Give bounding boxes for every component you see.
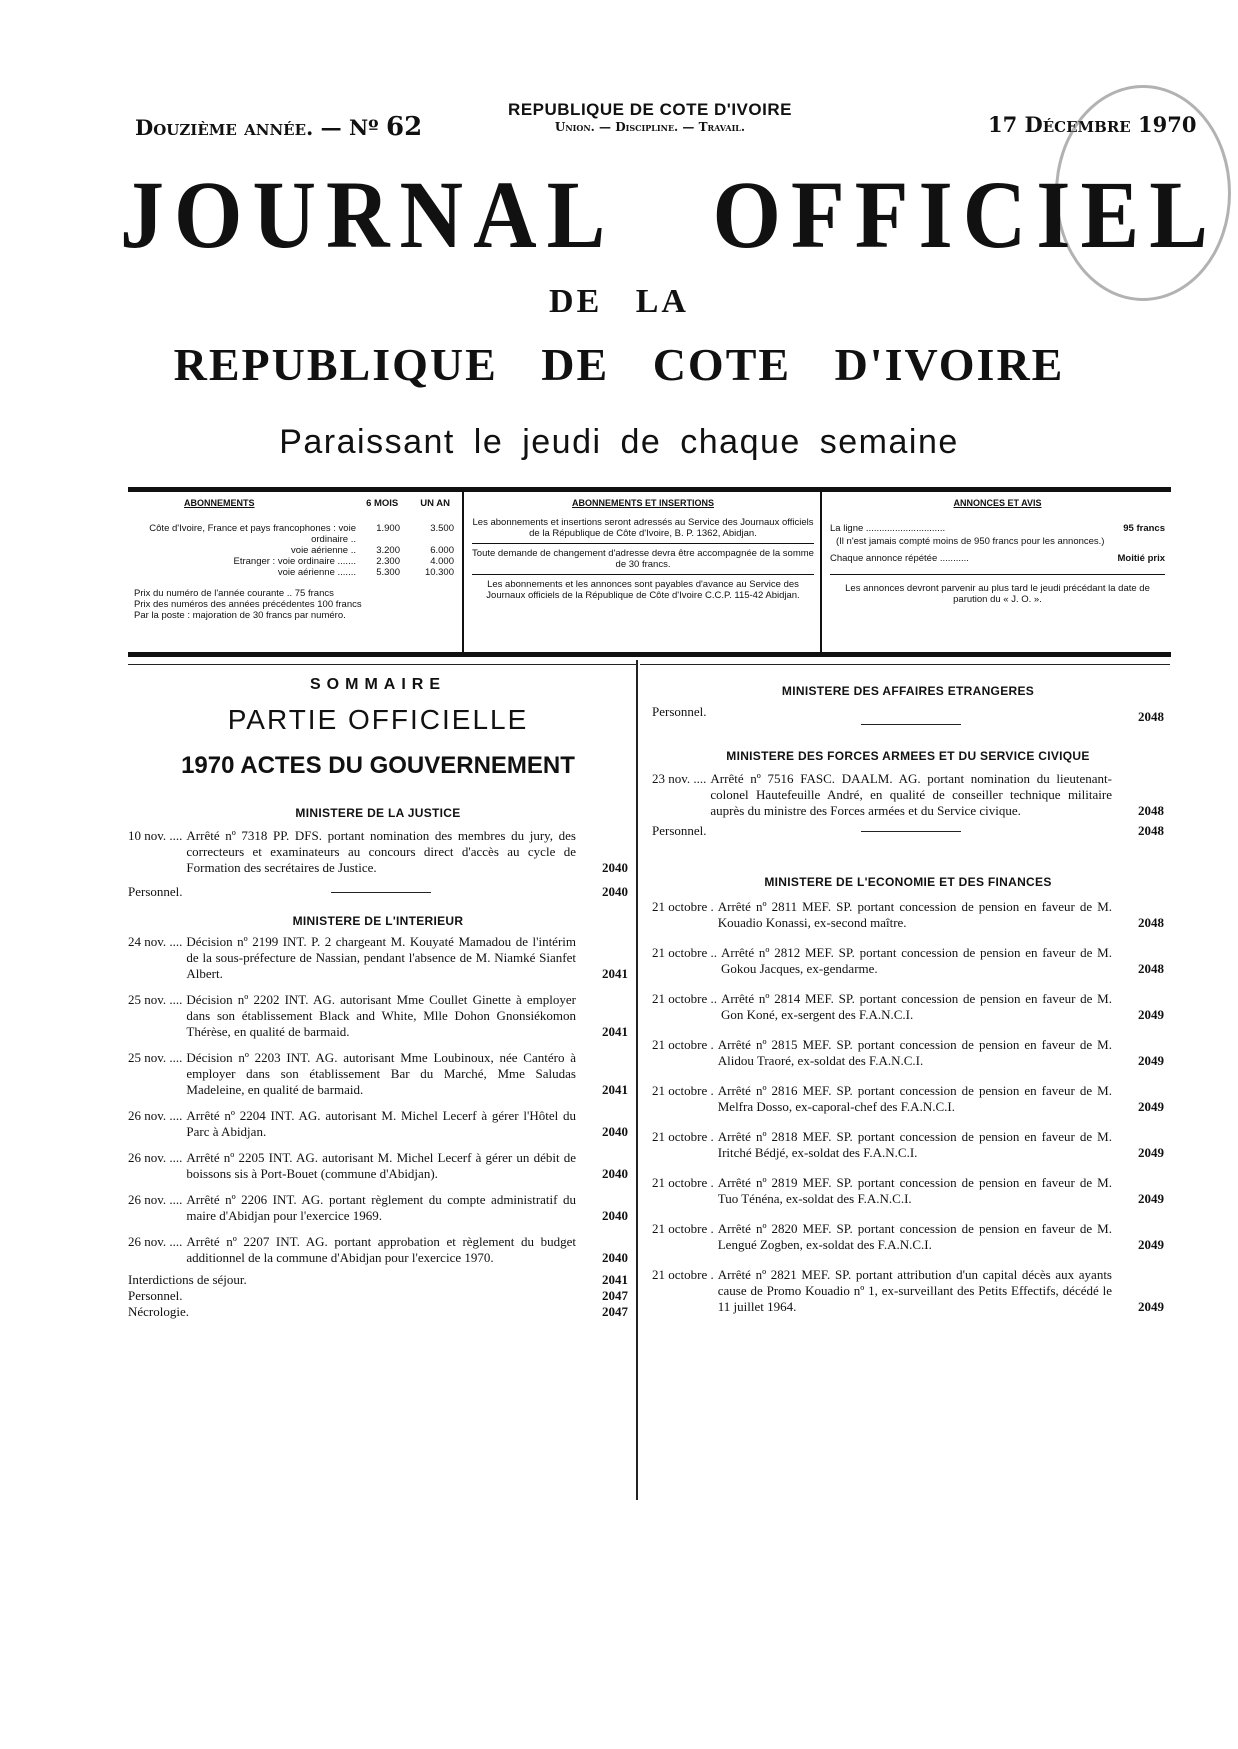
list-item: Personnel. 2048	[652, 704, 1164, 724]
republic-motto: Union. — Discipline. — Travail.	[554, 120, 746, 134]
actes-title: ACTES DU GOUVERNEMENT	[240, 752, 575, 779]
price-line: Prix des numéros des années précédentes 100 francs	[134, 599, 362, 610]
list-item: 25 nov. .... Décision nº 2203 INT. AG. autorisant Mme Loubinoux, née Cantéro à employer dans son établissement Bar du Marché, Mme Saludas Madeleine, en qualité de barmaid. 2041	[128, 1050, 628, 1097]
foreign-affairs-entries	[652, 704, 1164, 725]
list-item: 26 nov. .... Arrêté nº 2205 INT. AG. autorisant M. Michel Lecerf à gérer un débit de boissons sis à Port-Bouet (commune d'Abidjan). 2040	[128, 1150, 628, 1181]
list-item: 26 nov. .... Arrêté nº 2204 INT. AG. autorisant M. Michel Lecerf à gérer l'Hôtel du Parc à Abidjan. 2040	[128, 1108, 628, 1139]
section-heading: MINISTERE DE L'INTERIEUR	[292, 914, 464, 928]
list-item: 21 octobre .. Arrêté nº 2812 MEF. SP. portant concession de pension en faveur de M. Gokou Jacques, ex-gendarme. 2048	[652, 945, 1164, 976]
section-heading: MINISTERE DES FORCES ARMEES ET DU SERVICE CIVIQUE	[726, 749, 1090, 763]
left-column	[128, 676, 628, 1320]
section-heading: MINISTERE DE LA JUSTICE	[295, 806, 461, 820]
journal-title: JOURNAL OFFICIEL	[120, 162, 1218, 269]
year-label: Douzième année.	[135, 115, 314, 140]
republic-title: REPUBLIQUE DE COTE D'IVOIRE	[173, 339, 1065, 390]
list-item: Personnel. 2040	[128, 884, 628, 899]
section-heading: MINISTERE DE L'ECONOMIE ET DES FINANCES	[764, 875, 1052, 889]
deadline-note: Les annonces devront parvenir au plus tard le jeudi précédant la date de parution du « J. O. ».	[845, 583, 1150, 605]
republic-header	[470, 100, 830, 134]
insertions-column	[466, 492, 822, 652]
line-label: La ligne ..............................	[830, 523, 946, 534]
issue-prices	[134, 588, 456, 621]
list-item: 21 octobre .. Arrêté nº 2814 MEF. SP. portant concession de pension en faveur de M. Gon Koné, ex-sergent des F.A.N.C.I. 2049	[652, 991, 1164, 1022]
announcements-heading: ANNONCES ET AVIS	[953, 498, 1042, 508]
list-item: 21 octobre . Arrêté nº 2811 MEF. SP. portant concession de pension en faveur de M. Kouadio Konassi, ex-second maître. 2048	[652, 899, 1164, 930]
de-la: DE LA	[549, 283, 689, 320]
subscription-box	[128, 487, 1171, 657]
list-item: 21 octobre . Arrêté nº 2815 MEF. SP. portant concession de pension en faveur de M. Alidou Traoré, ex-soldat des F.A.N.C.I. 2049	[652, 1037, 1164, 1068]
list-item: Nécrologie. 2047	[128, 1304, 628, 1319]
list-item: 23 nov. .... Arrêté nº 7516 FASC. DAALM. AG. portant nomination du lieutenant-colonel Hautefeuille André, en qualité de conseiller technique militaire auprès du ministre des Forces armées et du Service civique. 2048	[652, 771, 1164, 818]
six-months-heading: 6 MOIS	[366, 498, 399, 509]
table-row: voie aérienne ....... 5.300 10.300	[277, 567, 454, 578]
armed-forces-entries	[652, 771, 1164, 839]
list-item: Personnel. 2048	[652, 823, 1164, 838]
announcements-column	[824, 492, 1171, 652]
issue-date: 17 Décembre 1970	[988, 112, 1197, 137]
table-row: Côte d'Ivoire, France et pays francophones : voie ordinaire .. 1.900 3.500	[149, 523, 454, 545]
partie-officielle: PARTIE OFFICIELLE	[227, 704, 529, 735]
publication-frequency: Paraissant le jeudi de chaque semaine	[279, 423, 959, 461]
payment-note: Les abonnements et les annonces sont payables d'avance au Service des Journaux officiels de la République de Côte d'Ivoire C.C.P. 115-42 Abidjan.	[486, 579, 800, 601]
list-item: 21 octobre . Arrêté nº 2819 MEF. SP. portant concession de pension en faveur de M. Tuo Ténéna, ex-soldat des F.A.N.C.I. 2049	[652, 1175, 1164, 1206]
price-line: Prix du numéro de l'année courante .. 75 francs	[134, 588, 334, 599]
list-item: 26 nov. .... Arrêté nº 2207 INT. AG. portant approbation et règlement du budget additionnel de la commune d'Abidjan pour l'exercice 1970. 2040	[128, 1234, 628, 1265]
subscription-rates	[134, 523, 456, 578]
insertions-address: Les abonnements et insertions seront adressés au Service des Journaux officiels de la République de Côte d'Ivoire, B. P. 1362, Abidjan.	[472, 517, 814, 544]
list-item: 21 octobre . Arrêté nº 2816 MEF. SP. portant concession de pension en faveur de M. Melfra Dosso, ex-caporal-chef des F.A.N.C.I. 2049	[652, 1083, 1164, 1114]
address-change-note: Toute demande de changement d'adresse devra être accompagnée de la somme de 30 francs.	[472, 544, 814, 575]
list-item: 25 nov. .... Décision nº 2202 INT. AG. autorisant Mme Coullet Ginette à employer dans son établissement Black and White, Mlle Dohon Gnonsiékomon Thérèse, en qualité de barmaid. 2041	[128, 992, 628, 1039]
actes-heading	[128, 752, 628, 780]
list-item: 21 octobre . Arrêté nº 2820 MEF. SP. portant concession de pension en faveur de M. Lengué Zogben, ex-soldat des F.A.N.C.I. 2049	[652, 1221, 1164, 1252]
list-item: Personnel. 2047	[128, 1288, 628, 1303]
column-divider	[636, 660, 638, 1500]
repeat-price: Moitié prix	[1117, 553, 1165, 564]
sommaire-title: SOMMAIRE	[310, 676, 446, 693]
minimum-note: (Il n'est jamais compté moins de 950 francs pour les annonces.)	[836, 536, 1105, 547]
price-line: Par la poste : majoration de 30 francs par numéro.	[134, 610, 346, 621]
repeat-label: Chaque annonce répétée ...........	[830, 553, 969, 564]
list-item: 24 nov. .... Décision nº 2199 INT. P. 2 chargeant M. Kouyaté Mamadou de l'intérim de la sous-préfecture de Nassian, pendant l'absence de M. Niamké Sianfet Albert. 2041	[128, 934, 628, 981]
number-label: — Nº	[320, 115, 379, 140]
list-item: 10 nov. .... Arrêté nº 7318 PP. DFS. portant nomination des membres du jury, des correcteurs et examinateurs au concours direct d'accès au cycle de Formation des secrétaires de Justice. 2040	[128, 828, 628, 875]
issue-info	[135, 112, 422, 142]
right-column	[652, 684, 1164, 1315]
subscriptions-heading: ABONNEMENTS	[184, 498, 255, 508]
list-item: 26 nov. .... Arrêté nº 2206 INT. AG. portant règlement du compte administratif du maire d'Abidjan pour l'exercice 1969. 2040	[128, 1192, 628, 1223]
one-year-heading: UN AN	[420, 498, 450, 509]
economy-entries	[652, 899, 1164, 1315]
subscriptions-column	[128, 492, 464, 652]
list-item: 21 octobre . Arrêté nº 2818 MEF. SP. portant concession de pension en faveur de M. Iritché Bédjé, ex-soldat des F.A.N.C.I. 2049	[652, 1129, 1164, 1160]
issue-number: 62	[385, 112, 423, 142]
interior-entries	[128, 934, 628, 1320]
section-heading: MINISTERE DES AFFAIRES ETRANGERES	[781, 684, 1035, 698]
insertions-heading: ABONNEMENTS ET INSERTIONS	[571, 498, 714, 508]
list-item: 21 octobre . Arrêté nº 2821 MEF. SP. portant attribution d'un capital décès aux ayants cause de Promo Kouadio nº 1, ex-surveillant des Petits Effectifs, décédé le 11 juillet 1964. 2049	[652, 1267, 1164, 1314]
table-row: voie aérienne .. 3.200 6.000	[291, 545, 454, 556]
list-item: Interdictions de séjour. 2041	[128, 1272, 628, 1287]
line-price: 95 francs	[1123, 523, 1165, 534]
left-top-rule	[128, 664, 636, 665]
republic-name: REPUBLIQUE DE COTE D'IVOIRE	[508, 100, 792, 119]
actes-year: 1970	[181, 752, 235, 779]
table-row: Etranger : voie ordinaire ....... 2.300 4.000	[233, 556, 454, 567]
right-top-rule	[640, 664, 1170, 665]
justice-entries	[128, 828, 628, 900]
